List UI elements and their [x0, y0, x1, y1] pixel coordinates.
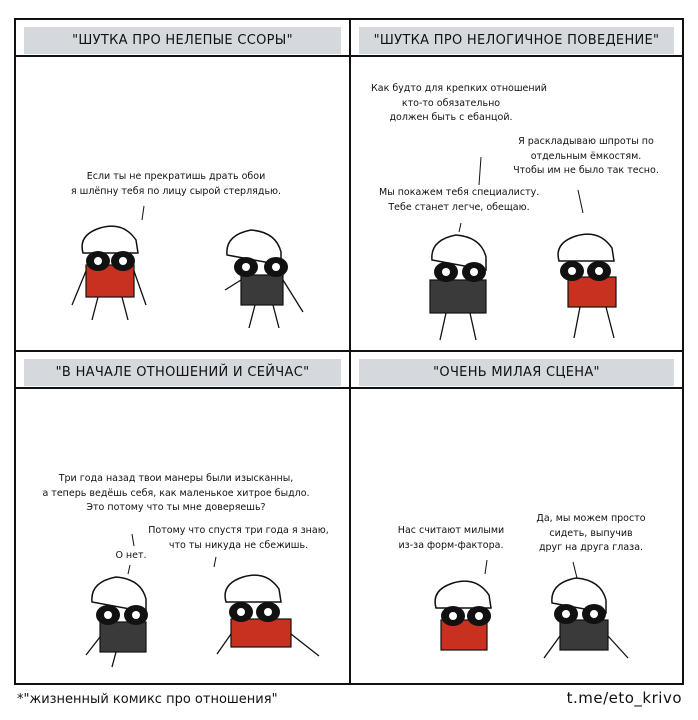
character-red-scarf — [558, 234, 616, 338]
panel-2-speech-2: Я раскладываю шпроты по отдельным ёмкостям. Чтобы им не было так тесно. — [513, 136, 659, 177]
panel-4 — [351, 352, 682, 683]
panel-1 — [16, 20, 349, 350]
panel-2-speech-3: Мы покажем тебя специалисту. Тебе станет легче, обещаю. — [379, 187, 540, 213]
panel-4-speech-2: Да, мы можем просто сидеть, выпучив друг на друга глаза. — [536, 513, 646, 554]
footer-link[interactable]: t.me/eto_krivo — [566, 689, 682, 707]
panel-3-speech-2: Потому что спустя три года я знаю, что ты никуда не сбежишь. — [148, 525, 329, 551]
panel-2 — [351, 20, 682, 350]
panel-3-speech-3: О нет. — [115, 550, 147, 561]
character-red-scarf — [72, 226, 146, 320]
panel-4-art — [351, 352, 682, 683]
panel-3-speech-1: Три года назад твои манеры были изысканны, а теперь ведёшь себя, как маленькое хитрое быдло. Это потому что ты мне доверяешь? — [42, 473, 310, 514]
panel-3-title: "В НАЧАЛЕ ОТНОШЕНИЙ И СЕЙЧАС" — [24, 359, 341, 386]
character-red-scarf — [217, 575, 319, 656]
character-dark-sweater — [225, 230, 303, 328]
panel-3 — [16, 352, 349, 683]
comic-grid — [14, 18, 684, 685]
panel-2-speech-1: Как будто для крепких отношений кто-то обязательно должен быть с ебанцой. — [371, 83, 547, 124]
panel-1-speech-1: Если ты не прекратишь драть обои я шлёпну тебя по лицу сырой стерлядью. — [70, 171, 282, 197]
panel-4-speech-1: Нас считают милыми из-за форм-фактора. — [397, 525, 505, 551]
panel-2-title: "ШУТКА ПРО НЕЛОГИЧНОЕ ПОВЕДЕНИЕ" — [359, 27, 674, 54]
panel-3-art — [16, 352, 349, 683]
panel-1-art — [16, 20, 349, 350]
character-red-scarf — [435, 581, 491, 650]
panel-2-art — [351, 20, 682, 350]
panel-1-title: "ШУТКА ПРО НЕЛЕПЫЕ ССОРЫ" — [24, 27, 341, 54]
panel-4-title: "ОЧЕНЬ МИЛАЯ СЦЕНА" — [359, 359, 674, 386]
footer-caption: *"жизненный комикс про отношения" — [17, 692, 278, 707]
character-dark-sweater — [430, 235, 486, 340]
character-dark-sweater — [544, 578, 628, 658]
character-dark-sweater — [86, 577, 148, 667]
